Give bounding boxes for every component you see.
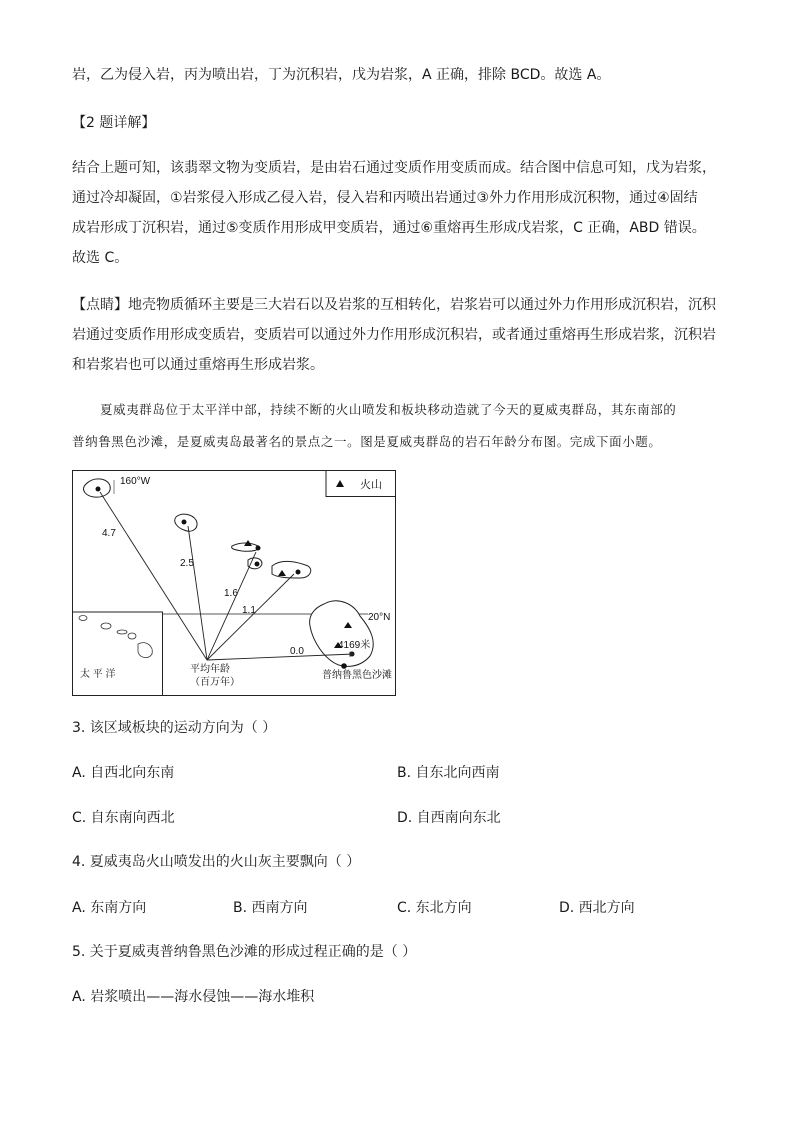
volcano-dot <box>96 487 101 492</box>
q4-option-c[interactable]: C. 东北方向 <box>397 900 472 916</box>
age-label: 4.7 <box>102 528 116 539</box>
volcano-dot <box>182 520 187 525</box>
q4-option-b[interactable]: B. 西南方向 <box>233 900 308 916</box>
question-3-stem: 3. 该区域板块的运动方向为（ ） <box>72 720 277 736</box>
age-label: 1.1 <box>242 605 256 616</box>
age-label: 1.6 <box>224 588 238 599</box>
origin-label: 平均年龄 <box>190 664 230 675</box>
volcano-dot <box>256 546 261 551</box>
answer-text-line: 岩，乙为侵入岩，丙为喷出岩，丁为沉积岩，戊为岩浆，A 正确，排除 BCD。故选 A。 <box>72 67 611 83</box>
tip-text-line: 【点睛】地壳物质循环主要是三大岩石以及岩浆的互相转化，岩浆岩可以通过外力作用形成沉积岩，沉积 <box>72 297 716 313</box>
intro-text-line: 夏威夷群岛位于太平洋中部，持续不断的火山喷发和板块移动造就了今天的夏威夷群岛，其东南部的 <box>100 402 677 417</box>
q4-option-a[interactable]: A. 东南方向 <box>72 900 147 916</box>
beach-label: 普纳鲁黑色沙滩 <box>322 670 392 681</box>
answer-text-line: 通过冷却凝固，①岩浆侵入形成乙侵入岩，侵入岩和丙喷出岩通过③外力作用形成沉积物，通过④固结 <box>72 190 698 206</box>
section-heading: 【2 题详解】 <box>72 115 156 131</box>
q3-option-c[interactable]: C. 自东南向西北 <box>72 810 175 826</box>
origin-unit-label: （百万年） <box>190 677 240 688</box>
q5-option-a[interactable]: A. 岩浆喷出——海水侵蚀——海水堆积 <box>72 989 315 1005</box>
q4-option-d[interactable]: D. 西北方向 <box>559 900 635 916</box>
q3-option-a[interactable]: A. 自西北向东南 <box>72 765 175 781</box>
ocean-label: 太 平 洋 <box>80 669 116 680</box>
latitude-label: 20°N <box>368 612 391 623</box>
hawaii-rock-age-map <box>72 470 396 696</box>
age-label: 2.5 <box>180 558 194 569</box>
volcano-dot <box>255 562 260 567</box>
age-label: 0.0 <box>290 646 304 657</box>
volcano-dot <box>296 570 301 575</box>
tip-text-line: 和岩浆岩也可以通过重熔再生形成岩浆。 <box>72 357 324 373</box>
answer-text-line: 结合上题可知，该翡翠文物为变质岩，是由岩石通过变质作用变质而成。结合图中信息可知，戊为岩浆， <box>72 160 716 176</box>
legend-label: 火山 <box>360 479 382 491</box>
question-5-stem: 5. 关于夏威夷普纳鲁黑色沙滩的形成过程正确的是（ ） <box>72 944 417 960</box>
question-4-stem: 4. 夏威夷岛火山喷发出的火山灰主要飘向（ ） <box>72 854 361 870</box>
peak-height-label: 4169米 <box>338 640 371 651</box>
intro-text-line: 普纳鲁黑色沙滩，是夏威夷岛最著名的景点之一。图是夏威夷群岛的岩石年龄分布图。完成下面小题。 <box>72 434 662 449</box>
beach-dot <box>341 663 347 669</box>
q3-option-b[interactable]: B. 自东北向西南 <box>397 765 500 781</box>
answer-text-line: 成岩形成丁沉积岩，通过⑤变质作用形成甲变质岩，通过⑥重熔再生形成戊岩浆，C 正确，ABD 错误。 <box>72 220 706 236</box>
longitude-label: 160°W <box>120 476 151 487</box>
q3-option-d[interactable]: D. 自西南向东北 <box>397 810 501 826</box>
tip-text-line: 岩通过变质作用形成变质岩，变质岩可以通过外力作用形成沉积岩，或者通过重熔再生形成岩浆，沉积岩 <box>72 327 716 343</box>
answer-text-line: 故选 C。 <box>72 250 129 266</box>
